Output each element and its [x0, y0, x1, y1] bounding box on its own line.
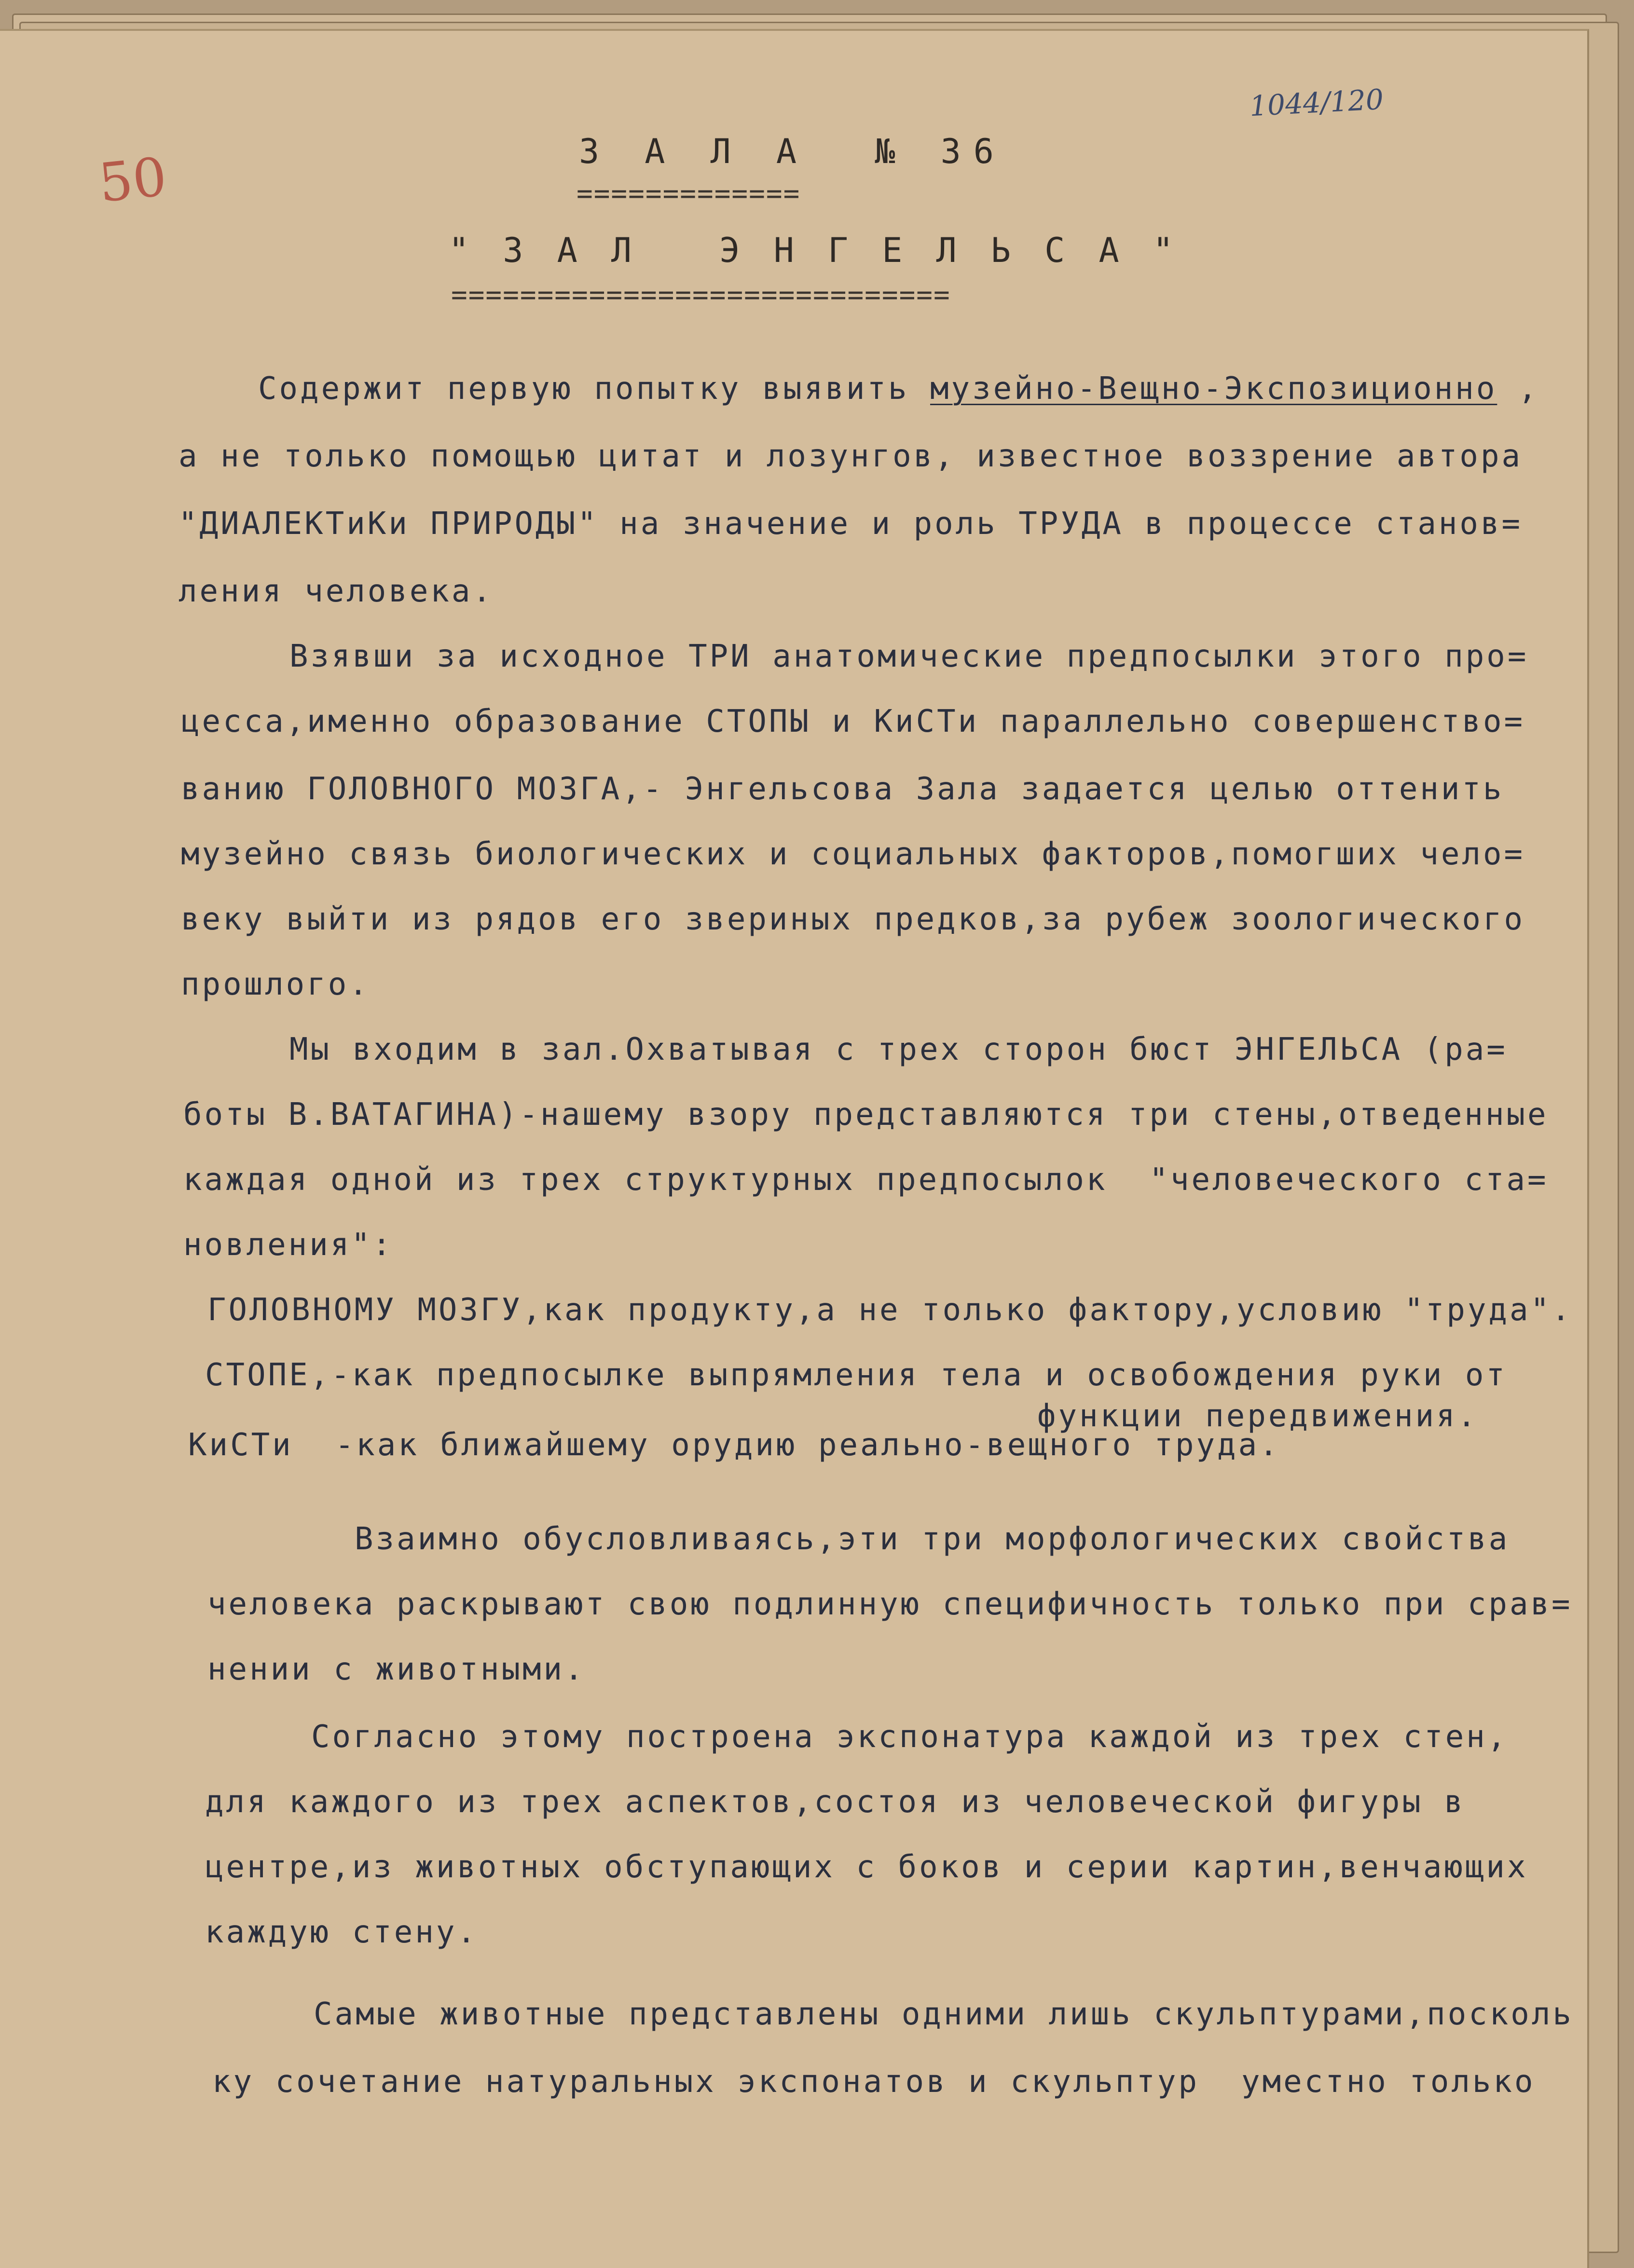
body-line: "ДИАЛЕКТиКи ПРИРОДЫ" на значение и роль ТРУДА в процессе станов= — [179, 506, 1523, 542]
body-line: КиСТи -как ближайшему орудию реально-вещного труда. — [188, 1427, 1280, 1463]
body-line: Самые животные представлены одними лишь скульптурами,посколь — [314, 1996, 1574, 2032]
body-line: нении с животными. — [207, 1652, 586, 1687]
body-line: каждая одной из трех структурных предпосылок "человеческого ста= — [183, 1162, 1549, 1198]
subtitle-underline: ============================= — [451, 279, 951, 311]
underlined-phrase: музейно-Вещно-Экспозиционно — [930, 371, 1497, 407]
body-line: а не только помощью цитат и лозунгов, известное воззрение автора — [179, 438, 1523, 474]
body-line: веку выйти из рядов его звериных предков,за рубеж зоологического — [181, 902, 1525, 937]
body-line: каждую стену. — [205, 1914, 478, 1950]
handwritten-archive-code: 1044/120 — [1249, 82, 1385, 123]
body-line: боты В.ВАТАГИНА)-нашему взору представляются три стены,отведенные — [183, 1097, 1549, 1133]
body-line: ГОЛОВНОМУ МОЗГУ,как продукту,а не только фактору,условию "труда". — [207, 1292, 1573, 1328]
body-line: СТОПЕ,-как предпосылке выпрямления тела и освобождения руки от — [205, 1357, 1507, 1393]
body-line: центре,из животных обступающих с боков и серии картин,венчающих — [205, 1849, 1528, 1885]
body-line: Содержит первую попытку выявить музейно-Вещно-Экспозиционно , — [258, 371, 1539, 407]
body-line: ку сочетание натуральных экспонатов и скульптур уместно только — [212, 2064, 1536, 2100]
document-title: З А Л А № 36 — [579, 132, 1006, 171]
body-line: Согласно этому построена экспонатура каждой из трех стен, — [311, 1719, 1509, 1755]
body-line: ления человека. — [179, 574, 494, 609]
handwritten-page-number: 50 — [96, 146, 170, 214]
title-underline: ============= — [577, 178, 801, 209]
document-subtitle: " З А Л Э Н Г Е Л Ь С А " — [449, 231, 1180, 270]
body-line: ванию ГОЛОВНОГО МОЗГА,- Энгельсова Зала задается целью оттенить — [181, 771, 1504, 807]
body-line: музейно связь биологических и социальных факторов,помогших чело= — [181, 836, 1525, 872]
body-line: Мы входим в зал.Охватывая с трех сторон бюст ЭНГЕЛЬСА (ра= — [289, 1032, 1508, 1067]
document-page — [0, 29, 1589, 2268]
body-line: цесса,именно образование СТОПЫ и КиСТи параллельно совершенство= — [181, 704, 1525, 739]
body-line: новления": — [183, 1227, 394, 1263]
body-line: прошлого. — [181, 967, 370, 1002]
body-line: функции передвижения. — [1037, 1398, 1479, 1434]
body-line: Взявши за исходное ТРИ анатомические предпосылки этого про= — [289, 639, 1529, 674]
body-line: для каждого из трех аспектов,состоя из человеческой фигуры в — [205, 1784, 1465, 1820]
body-line: человека раскрывают свою подлинную специфичность только при срав= — [207, 1586, 1573, 1622]
body-line: Взаимно обусловливаясь,эти три морфологических свойства — [355, 1521, 1510, 1557]
